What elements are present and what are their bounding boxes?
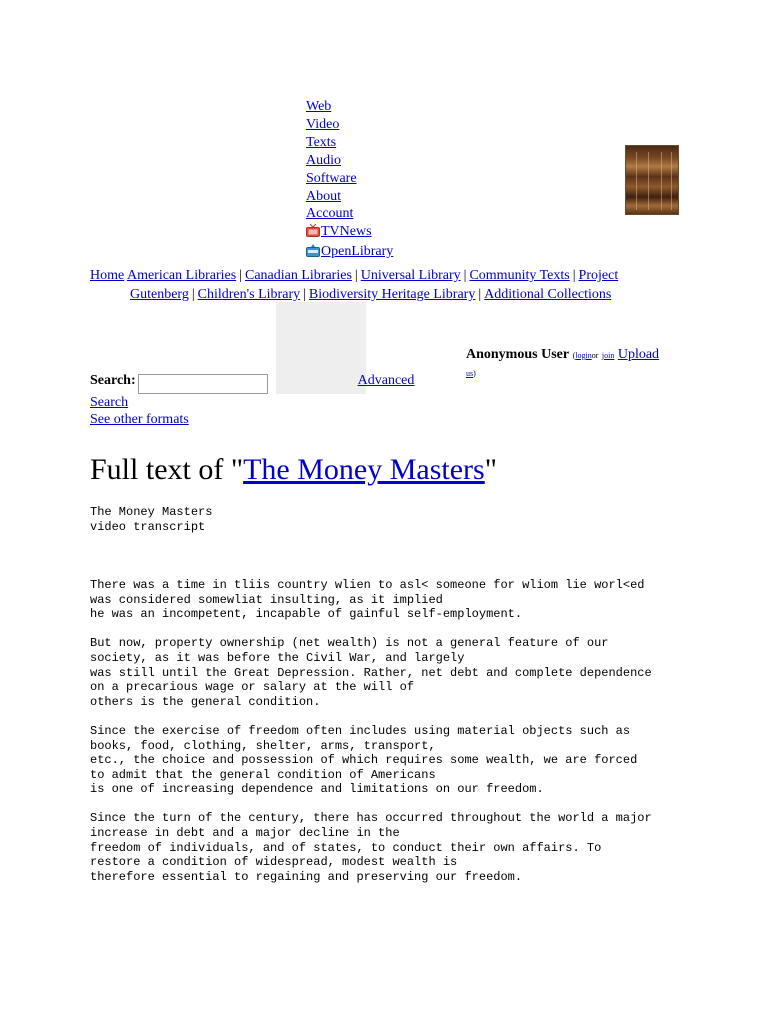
document-full-text: The Money Masters video transcript There was a time in tliis country wlien to asl< someone for wliom lie worl<ed was considered somewliat insulting, as it implied he was an incompetent, incapable of gainful self-employment. But now, property ownership (net wealth) is not a general feature of our society, as it was before the Civil War, and largely was still until the Great Depression. Rather, net debt and complete dependence on a precarious wage or salary at the will of others is the general condition. Since the exercise of freedom often includes using material objects such as books, food, clothing, shelter, arms, transport, etc., the choice and possession of which requires some wealth, we are forced to admit that the general condition of Americans is one of increasing dependence and limitations on our freedom. Since the turn of the century, there has occurred throughout the world a major increase in debt and a major decline in the freedom of individuals, and of states, to conduct their own affairs. To restore a condition of widespread, modest wealth is therefore essential to regaining and preserving our freedom. [90, 505, 652, 884]
other-formats-link[interactable]: See other formats [90, 412, 189, 427]
separator: | [354, 268, 358, 283]
advanced-search-link-cont[interactable]: Search [90, 394, 129, 410]
books-image [625, 145, 679, 215]
separator: | [239, 268, 242, 283]
nav-tvnews-label: TVNews [321, 224, 372, 240]
tv-icon [306, 224, 320, 243]
title-prefix: Full text of " [90, 453, 244, 486]
community-texts-link[interactable]: Community Texts [469, 268, 570, 283]
search-label: Search: [90, 373, 136, 388]
nav-software-link[interactable]: Software [306, 170, 357, 186]
biodiversity-library-link[interactable]: Biodiversity Heritage Library [308, 287, 476, 302]
upload-link[interactable]: Upload [617, 347, 660, 362]
user-name: Anonymous User [466, 347, 570, 362]
nav-account-link[interactable]: Account [306, 206, 354, 222]
additional-collections-link[interactable]: Additional Collections [484, 287, 612, 302]
join-link-cont[interactable]: us [466, 369, 474, 378]
login-link[interactable]: login [575, 351, 592, 360]
nav-about-link[interactable]: About [306, 188, 341, 204]
title-suffix: " [484, 453, 497, 486]
nav-openlibrary-label: OpenLibrary [321, 244, 394, 260]
nav-tvnews-link[interactable] [306, 223, 393, 243]
american-libraries-link[interactable]: American Libraries [126, 268, 237, 283]
library-links-bar [90, 266, 680, 304]
home-link[interactable]: Home [90, 268, 125, 283]
nav-audio-link[interactable]: Audio [306, 152, 341, 168]
or-text: or [591, 351, 599, 360]
universal-library-link[interactable]: Universal Library [360, 268, 461, 283]
separator: | [572, 268, 576, 283]
search-input[interactable] [138, 374, 268, 394]
nav-video-link[interactable]: Video [306, 116, 340, 132]
search-area [90, 372, 450, 429]
project-gutenberg-link[interactable]: Project [578, 268, 619, 283]
advanced-search-link[interactable]: Advanced [357, 373, 415, 388]
nav-openlibrary-link[interactable] [306, 243, 393, 263]
top-navigation [306, 98, 393, 263]
user-panel: Anonymous User (loginor join Upload us) [466, 347, 660, 378]
separator: | [478, 287, 482, 302]
separator: | [303, 287, 306, 302]
nav-texts-link[interactable]: Texts [306, 134, 337, 150]
canadian-libraries-link[interactable]: Canadian Libraries [245, 268, 352, 283]
nav-web-link[interactable]: Web [306, 99, 332, 114]
separator: | [463, 268, 467, 283]
title-link[interactable]: The Money Masters [243, 453, 485, 486]
childrens-library-link[interactable]: Children's Library [197, 287, 301, 302]
project-gutenberg-link-cont[interactable]: Gutenberg [130, 287, 189, 302]
separator: | [191, 287, 195, 302]
join-link[interactable]: join [601, 351, 615, 360]
open-book-icon [306, 244, 320, 263]
page-title [90, 452, 497, 488]
